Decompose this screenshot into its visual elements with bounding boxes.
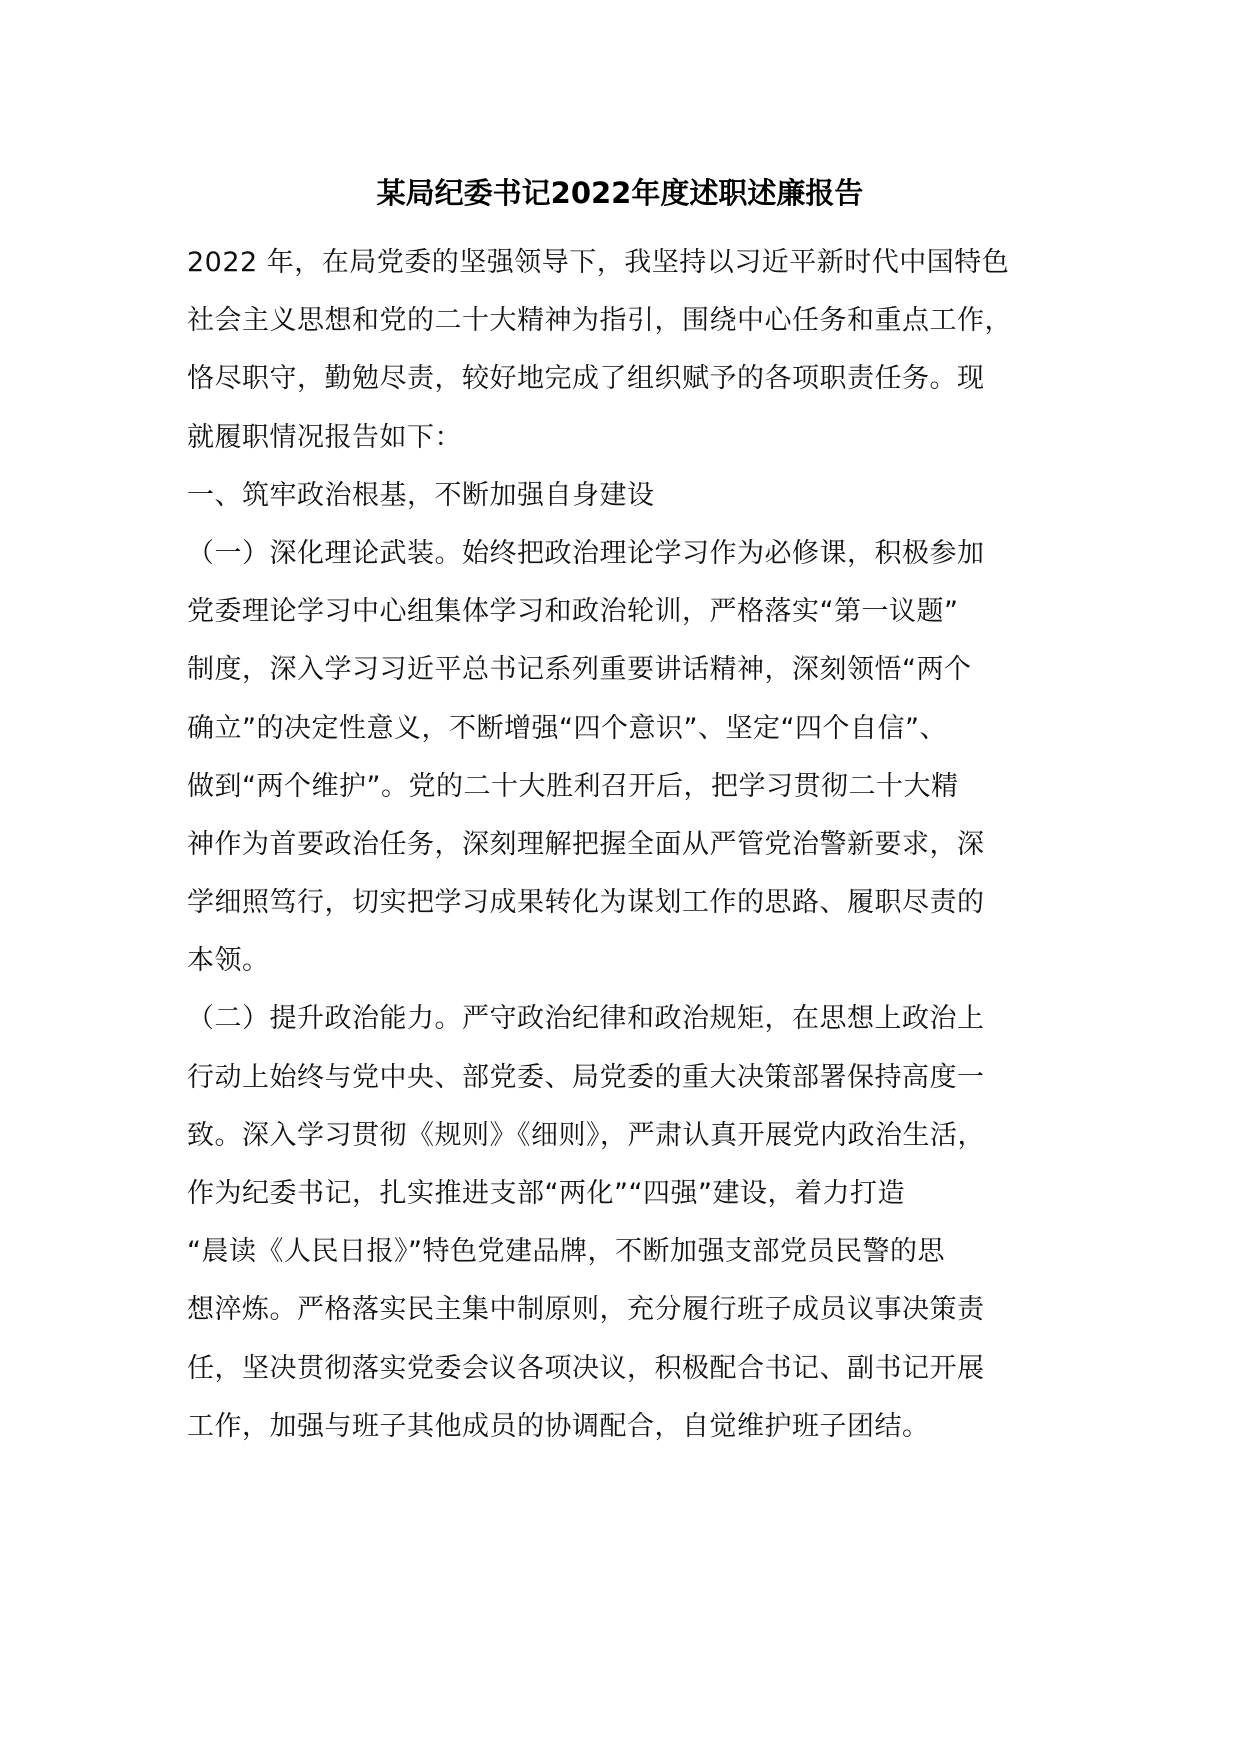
paragraph-line: 工作，加强与班子其他成员的协调配合，自觉维护班子团结。: [187, 1410, 930, 1442]
paragraph-line: 行动上始终与党中央、部党委、局党委的重大决策部署保持高度一: [187, 1061, 985, 1093]
paragraph-line: “晨读《人民日报》”特色党建品牌，不断加强支部党员民警的思: [187, 1236, 945, 1268]
paragraph-line: 党委理论学习中心组集体学习和政治轮训，严格落实“第一议题”: [187, 596, 959, 628]
paragraph-line: 恪尽职守，勤勉尽责，较好地完成了组织赋予的各项职责任务。现: [187, 363, 985, 395]
subsection-line: （一）深化理论武装。始终把政治理论学习作为必修课，积极参加: [187, 537, 985, 569]
paragraph-line: 社会主义思想和党的二十大精神为指引，围绕中心任务和重点工作，: [187, 305, 1012, 337]
document-body: [187, 243, 1077, 1465]
paragraph-line: 做到“两个维护”。党的二十大胜利召开后，把学习贯彻二十大精: [187, 770, 959, 802]
paragraph-line: 神作为首要政治任务，深刻理解把握全面从严管党治警新要求，深: [187, 828, 985, 860]
paragraph-line: 致。深入学习贯彻《规则》《细则》，严肃认真开展党内政治生活，: [187, 1119, 985, 1151]
paragraph-line: 想淬炼。严格落实民主集中制原则，充分履行班子成员议事决策责: [187, 1294, 985, 1326]
subsection-line: （二）提升政治能力。严守政治纪律和政治规矩，在思想上政治上: [187, 1003, 985, 1035]
paragraph-line: 就履职情况报告如下：: [187, 421, 462, 453]
paragraph-line: 学细照笃行，切实把学习成果转化为谋划工作的思路、履职尽责的: [187, 887, 985, 919]
paragraph-line: 2022 年，在局党委的坚强领导下，我坚持以习近平新时代中国特色: [187, 247, 1010, 278]
section-heading: 一、筑牢政治根基，不断加强自身建设: [187, 479, 655, 511]
paragraph-line: 确立”的决定性意义，不断增强“四个意识”、坚定“四个自信”、: [187, 712, 947, 744]
paragraph-line: 作为纪委书记，扎实推进支部“两化”“四强”建设，着力打造: [187, 1178, 905, 1209]
document-title: 某局纪委书记2022年度述职述廉报告: [376, 176, 864, 210]
paragraph-line: 本领。: [187, 945, 270, 977]
paragraph-line: 任，坚决贯彻落实党委会议各项决议，积极配合书记、副书记开展: [187, 1352, 985, 1384]
paragraph-line: 制度，深入学习习近平总书记系列重要讲话精神，深刻领悟“两个: [187, 654, 972, 686]
